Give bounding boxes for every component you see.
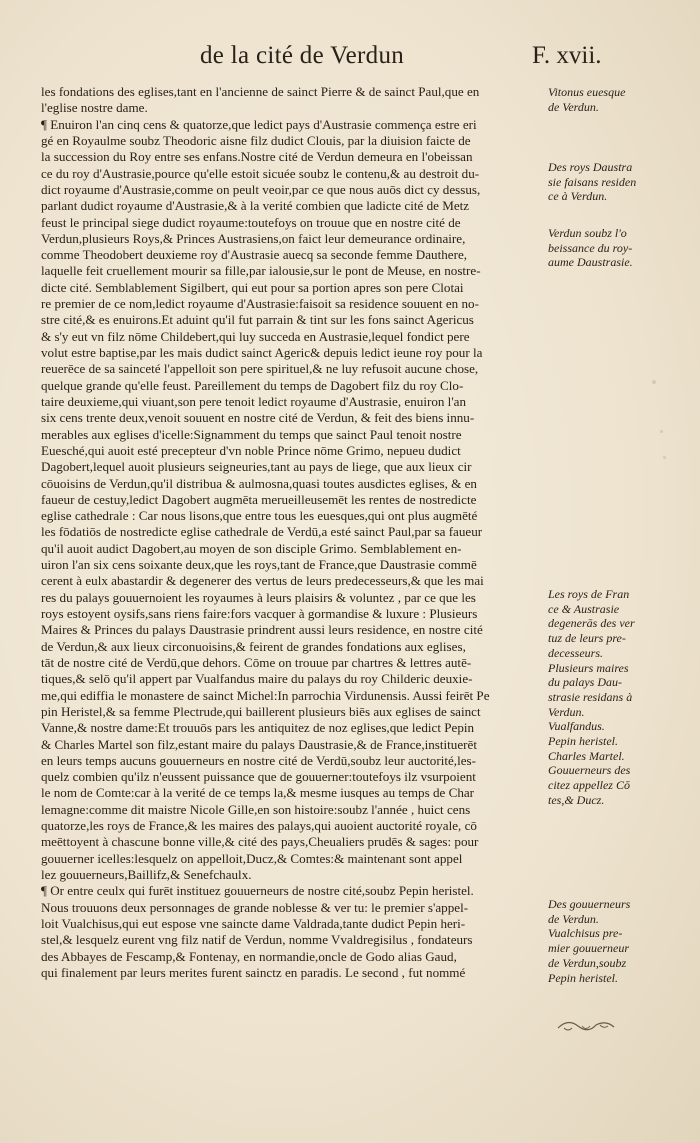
text-line: de Verdun,& aux lieux circonuoisins,& feirent de grandes fondations aux eglises,	[41, 638, 466, 654]
text-line: ¶ Enuiron l'an cinq cens & quatorze,que ledict pays d'Austrasie commença estre eri	[41, 116, 477, 132]
text-line: stre cité,& es enuirons.Et aduint qu'il fut parrain & tint sur les fons sainct Agericus	[41, 312, 474, 328]
fleuron-ornament-icon	[556, 1016, 616, 1036]
text-line: me,qui ediffia le monastere de sainct Michel:In parrochia Virdunensis. Aussi feirēt Pe	[41, 687, 490, 703]
text-line: tāt de nostre cité de Verdū,que dehors. Cōme on trouue par chartres & lettres autē-	[41, 654, 472, 670]
text-line: merables aux eglises d'icelle:Signamment du temps que sainct Paul tenoit nostre	[41, 426, 462, 442]
text-line: parlant dudict royaume d'Austrasie,& à la verité combien que ladicte cité de Metz	[41, 198, 470, 214]
text-line: stel,& lesquelz eurent vng filz natif de Verdun, nomme Vvaldregisilus , fondateurs	[41, 932, 473, 948]
text-line: Vanne,& nostre dame:Et trouuōs pars les antiquitez de noz eglises,que ledict Pepin	[41, 720, 475, 736]
text-line: en leurs temps aucuns gouuerneurs en nostre cité de Verdū,soubz leur auctorité,les-	[41, 752, 476, 768]
text-line: ce du roy d'Austrasie,pource qu'elle estoit sicuée soubz le contenu,& au destroit du-	[41, 165, 480, 181]
margin-note: Verdun soubz l'o beissance du roy- aume Daustrasie.	[548, 226, 633, 270]
text-line: quatorze,les roys de France,& les maires des palays,qui auoient auctorité royale, cō	[41, 818, 477, 834]
text-line: reuerēce de sa sainceté l'appelloit son pere spirituel,& ne luy refusoit aucune chose,	[41, 361, 479, 377]
text-line: tiques,& selō qu'il appert par Vualfandus maire du palays du roy Childeric deuxie-	[41, 671, 473, 687]
text-line: Euesché,qui auoit esté precepteur d'vn noble Prince nōme Grimo, nepueu dudict	[41, 442, 461, 458]
text-line: la succession du Roy entre ses enfans.Nostre cité de Verdun demeura en l'obeissan	[41, 149, 473, 165]
text-line: les fōdatiōs de nostredicte eglise cathedrale de Verdū,a esté sainct Paul,par sa faueur	[41, 524, 483, 540]
text-line: loit Vualchisus,qui eut espose vne saincte dame Valdrada,tante dudict Pepin heri-	[41, 915, 466, 931]
text-line: roys estoyent oysifs,sans riens faire:fors vacquer à gormandise & luxure : Plusieurs	[41, 606, 478, 621]
folio-number: F. xvii.	[532, 42, 602, 69]
text-line: uiron l'an six cens soixante deux,que les roys,tant de France,que Daustrasie commē	[41, 557, 477, 573]
paper-spot	[660, 430, 663, 433]
running-title: de la cité de Verdun	[200, 42, 405, 69]
text-line: re premier de ce nom,ledict royaume d'Austrasie:faisoit sa residence souuent en no-	[41, 296, 479, 312]
text-line: taire deuxieme,qui viuant,son pere tenoit ledict royaume d'Austrasie, enuiron l'an	[41, 393, 467, 409]
text-line: Maires & Princes du palays Daustrasie prindrent aussi leurs residence, en nostre cité	[41, 622, 483, 638]
text-line: cōuoisins de Verdun,qu'il distribua & aulmosna,quasi toutes ausdictes eglises, & en	[41, 475, 477, 491]
text-line: six cens trente deux,venoit souuent en nostre cité de Verdun, & feit des biens innu-	[41, 410, 475, 426]
text-line: gouuerner icelles:lesquelz on appelloit,Ducz,& Comtes:& maintenant sont appel	[41, 850, 463, 866]
text-line: laquelle feit cruellement mourir sa fille,par ialousie,sur le pont de Meuse, en nostre-	[41, 263, 481, 279]
paper-spot	[663, 456, 666, 459]
text-line: pin Heristel,& sa femme Plectrude,qui baillerent plusieurs biēs aux eglises de sainct	[41, 703, 481, 719]
text-line: meēttoyent à chascune bonne ville,& cité des pays,Cheualiers prudēs & sages: pour	[41, 834, 479, 850]
text-line: quelz combien qu'ilz n'eussent puissance que de gouuerner:toutefoys ilz vsurpoient	[41, 769, 476, 785]
text-line: res du palays gouuernoient les royaumes à leurs plaisirs & voluntez , par ce que les	[41, 589, 476, 605]
text-line: faueur de cestuy,ledict Dagobert augmēta merueilleusemēt les rentes de nostredicte	[41, 491, 477, 507]
margin-note: Les roys de Fran ce & Austrasie degenerās des ver tuz de leurs pre- decesseurs. Plusieurs maires du palays Dau- strasie residans à Verdun. Vualfandus. Pepin heristel. Charles Martel. Gouuerneurs des citez appellez Cō tes,& Ducz.	[548, 587, 635, 807]
text-line: dicte cité. Semblablement Sigilbert, qui eut pour sa portion apres son pere Clotai	[41, 279, 464, 295]
text-line: comme Theodobert deuxieme roy d'Austrasie auecq sa seconde femme Dauthere,	[41, 247, 468, 263]
text-line: & s'y eut vn filz nōme Childebert,qui luy succeda en Austrasie,lequel fondict pere	[41, 328, 470, 344]
text-line: quelque grande qu'elle feust. Pareillement du temps de Dagobert filz du roy Clo-	[41, 377, 464, 393]
text-line: lemagne:comme dit maistre Nicole Gille,en son histoire:soubz l'année , huict cens	[41, 801, 471, 817]
text-line: ¶ Or entre ceulx qui furēt instituez gouuerneurs de nostre cité,soubz Pepin heristel.	[41, 883, 474, 899]
main-text-column	[41, 84, 540, 981]
text-line: volut estre baptise,par les mais dudict sainct Ageric& depuis ledict ieune roy pour la	[41, 345, 483, 360]
text-line: feust le principal siege dudict royaume:toutefoys on trouue que en nostre cité de	[41, 214, 461, 230]
text-line: des Abbayes de Fescamp,& Fontenay, en normandie,oncle de Godo alias Gaud,	[41, 948, 457, 964]
text-line: gé en Royaulme soubz Theodoric aisne filz dudict Clouis, par la diuision faicte de	[41, 132, 471, 148]
text-line: Nous trouuons deux personnages de grande noblesse & ver tu: le premier s'appel-	[41, 899, 469, 915]
text-line: lez gouuerneurs,Baillifz,& Senefchaulx.	[41, 867, 252, 882]
text-line: Dagobert,lequel auoit plusieurs seigneuries,tant au pays de liege, que aux lieux cir	[41, 459, 472, 475]
margin-note: Des roys Daustra sie faisans residen ce à Verdun.	[548, 160, 637, 204]
text-line: qui finalement par leurs merites furent sainctz en paradis. Le second , fut nommé	[41, 964, 466, 980]
text-line: & Charles Martel son filz,estant maire du palays Daustrasie,& de France,instituerēt	[41, 736, 477, 752]
text-line: qu'il auoit audict Dagobert,au moyen de son disciple Grimo. Semblablement en-	[41, 540, 462, 556]
text-line: Verdun,plusieurs Roys,& Princes Austrasiens,on faict leur demeurance ordinaire,	[41, 230, 466, 246]
margin-note: Vitonus euesque de Verdun.	[548, 85, 626, 114]
text-line: l'eglise nostre dame.	[41, 100, 148, 116]
margin-note: Des gouuerneurs de Verdun. Vualchisus pre- mier gouuerneur de Verdun,soubz Pepin heristel.	[548, 897, 631, 985]
text-line: cerent à eulx abastardir & degenerer des vertus de leurs predecesseurs,& que les mai	[41, 573, 484, 589]
text-line: les fondations des eglises,tant en l'ancienne de sainct Pierre & de sainct Paul,que en	[41, 84, 480, 99]
paper-spot	[652, 380, 656, 384]
text-line: dict royaume d'Austrasie,comme on peult veoir,par ce que nous auōs dict cy dessus,	[41, 181, 481, 197]
text-line: eglise cathedrale : Car nous lisons,que entre tous les euesques,qui ont plus augmēté	[41, 508, 478, 524]
text-line: le nom de Comte:car à la verité de ce temps la,& mesme iusques au temps de Char	[41, 785, 475, 801]
